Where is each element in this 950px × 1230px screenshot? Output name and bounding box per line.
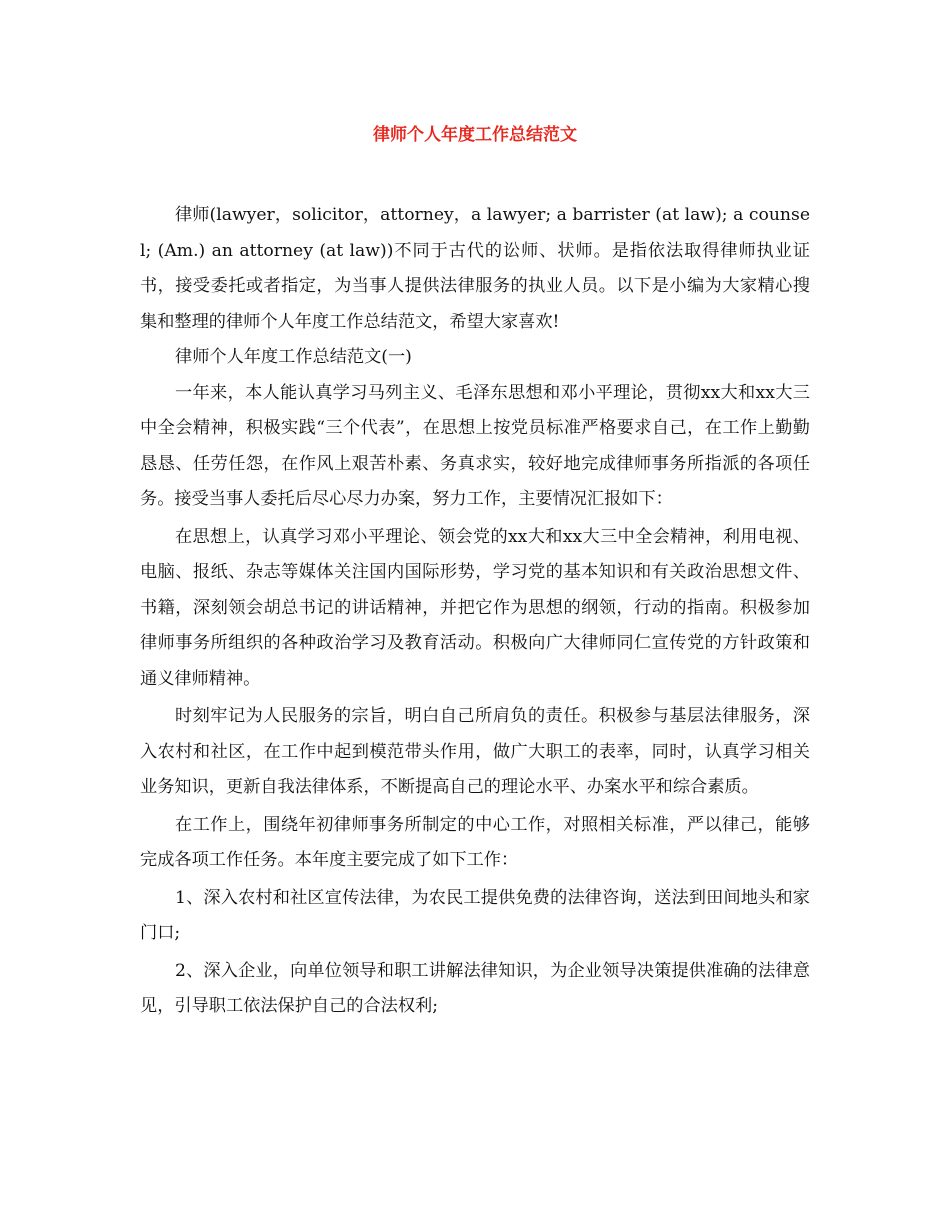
section-heading: 律师个人年度工作总结范文(一)	[175, 347, 412, 367]
document-page	[140, 118, 810, 1025]
body-paragraph: 时刻牢记为人民服务的宗旨，明白自己所肩负的责任。积极参与基层法律服务，深入农村和社区，在工作中起到模范带头作用，做广大职工的表率，同时，认真学习相关业务知识，更新自我法律体系，不断提高自己的理论水平、办案水平和综合素质。	[140, 706, 810, 797]
body-paragraph: 在工作上，围绕年初律师事务所制定的中心工作，对照相关标准，严以律己，能够完成各项工作任务。本年度主要完成了如下工作：	[140, 814, 810, 870]
list-item: 1、深入农村和社区宣传法律，为农民工提供免费的法律咨询，送法到田间地头和家门口;	[140, 887, 810, 943]
body-paragraph: 在思想上，认真学习邓小平理论、领会党的xx大和xx大三中全会精神，利用电视、电脑、报纸、杂志等媒体关注国内国际形势，学习党的基本知识和有关政治思想文件、书籍，深刻领会胡总书记的讲话精神，并把它作为思想的纲领，行动的指南。积极参加律师事务所组织的各种政治学习及教育活动。积极向广大律师同仁宣传党的方针政策和通义律师精神。	[140, 526, 810, 689]
intro-paragraph: 律师(lawyer，solicitor，attorney，a lawyer; a barrister (at law); a counsel; (Am.) an attorney (at law))不同于古代的讼师、状师。是指依法取得律师执业证书，接受委托或者指定，为当事人提供法律服务的执业人员。以下是小编为大家精心搜集和整理的律师个人年度工作总结范文，希望大家喜欢!	[140, 205, 810, 332]
body-paragraph: 一年来，本人能认真学习马列主义、毛泽东思想和邓小平理论，贯彻xx大和xx大三中全会精神，积极实践“三个代表”，在思想上按党员标准严格要求自己，在工作上勤勤恳恳、任劳任怨，在作风上艰苦朴素、务真求实，较好地完成律师事务所指派的各项任务。接受当事人委托后尽心尽力办案，努力工作，主要情况汇报如下：	[140, 382, 810, 509]
list-item: 2、深入企业，向单位领导和职工讲解法律知识，为企业领导决策提供准确的法律意见，引导职工依法保护自己的合法权利;	[140, 960, 810, 1016]
document-title: 律师个人年度工作总结范文	[373, 125, 577, 145]
